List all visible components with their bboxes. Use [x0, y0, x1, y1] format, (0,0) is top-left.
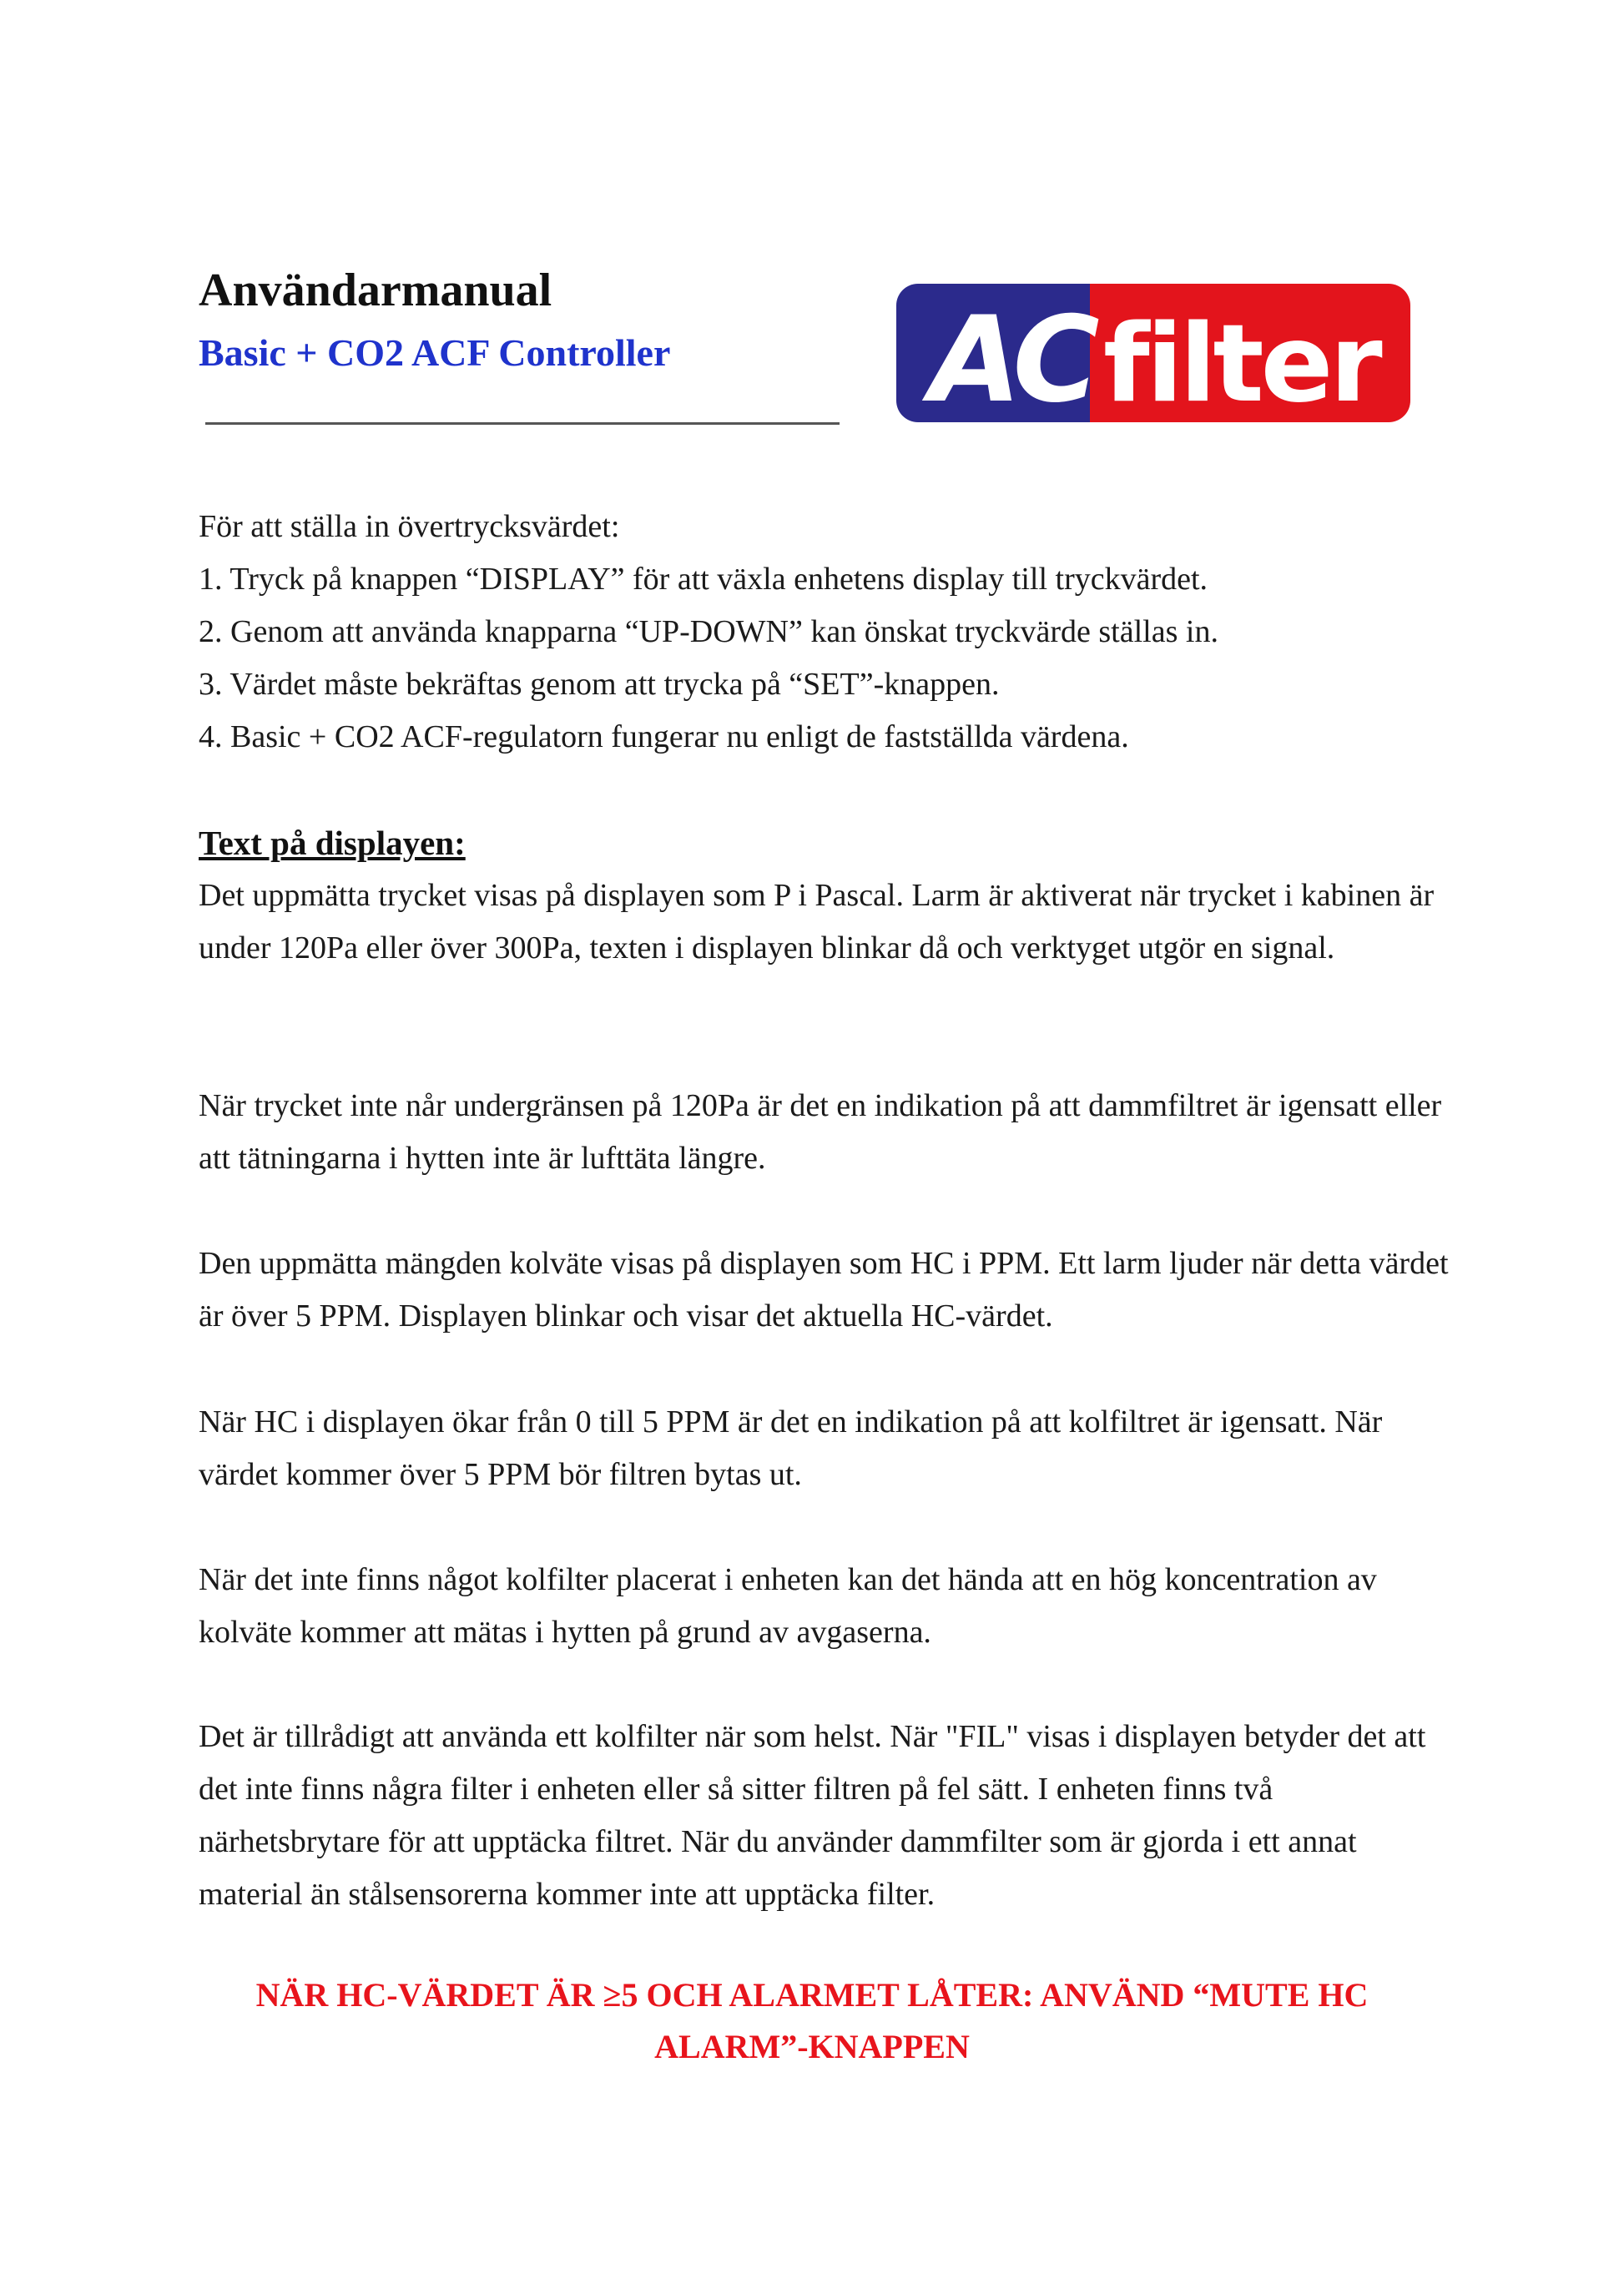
title-divider: [205, 422, 840, 425]
display-paragraph: När det inte finns något kolfilter placerat i enheten kan det hända att en hög koncentration av kolväte kommer att mätas i hytten på grund av avgaserna.: [199, 1562, 1377, 1650]
document-title: Användarmanual: [199, 265, 552, 316]
instruction-step: 1. Tryck på knappen “DISPLAY” för att växla enhetens display till tryckvärdet.: [199, 562, 1208, 597]
warning-line-1: NÄR HC-VÄRDET ÄR ≥5 OCH ALARMET LÅTER: ANVÄND “MUTE HC: [255, 1976, 1369, 2014]
logo-text-ac: AC: [930, 291, 1095, 422]
warning-line-2: ALARM”-KNAPPEN: [654, 2028, 970, 2065]
instruction-step: 2. Genom att använda knapparna “UP-DOWN” kan önskat tryckvärde ställas in.: [199, 614, 1218, 649]
display-section-heading: Text på displayen:: [199, 824, 466, 862]
instructions-intro: För att ställa in övertrycksvärdet:: [199, 509, 620, 544]
document-subtitle: Basic + CO2 ACF Controller: [199, 331, 671, 374]
logo-text-filter: filter: [1103, 302, 1379, 422]
display-paragraph: När trycket inte når undergränsen på 120Pa är det en indikation på att dammfiltret är igensatt eller att tätningarna i hytten inte är lufttäta längre.: [199, 1088, 1442, 1176]
instructions-block: [199, 501, 1459, 764]
instruction-step: 3. Värdet måste bekräftas genom att trycka på “SET”-knappen.: [199, 667, 1000, 702]
display-paragraph: När HC i displayen ökar från 0 till 5 PPM är det en indikation på att kolfiltret är igensatt. När värdet kommer över 5 PPM bör filtren bytas ut.: [199, 1404, 1383, 1492]
hc-alarm-warning: [199, 1969, 1425, 2073]
display-paragraph: Det är tillrådigt att använda ett kolfilter när som helst. När "FIL" visas i displayen betyder det att det inte finns några filter i enheten eller så sitter filtren på fel sätt. I enheten finns två närhetsbrytare för att upptäcka filtret. När du använder dammfilter som är gjorda i ett annat material än stålsensorerna kommer inte att upptäcka filter.: [199, 1719, 1426, 1912]
display-paragraph: Det uppmätta trycket visas på displayen som P i Pascal. Larm är aktiverat när trycket i kabinen är under 120Pa eller över 300Pa, texten i displayen blinkar då och verktyget utgör en signal.: [199, 878, 1435, 965]
display-paragraph: Den uppmätta mängden kolväte visas på displayen som HC i PPM. Ett larm ljuder när detta värdet är över 5 PPM. Displayen blinkar och visar det aktuella HC-värdet.: [199, 1246, 1449, 1334]
acfilter-logo: [896, 284, 1410, 422]
instruction-step: 4. Basic + CO2 ACF-regulatorn fungerar nu enligt de fastställda värdena.: [199, 719, 1129, 754]
